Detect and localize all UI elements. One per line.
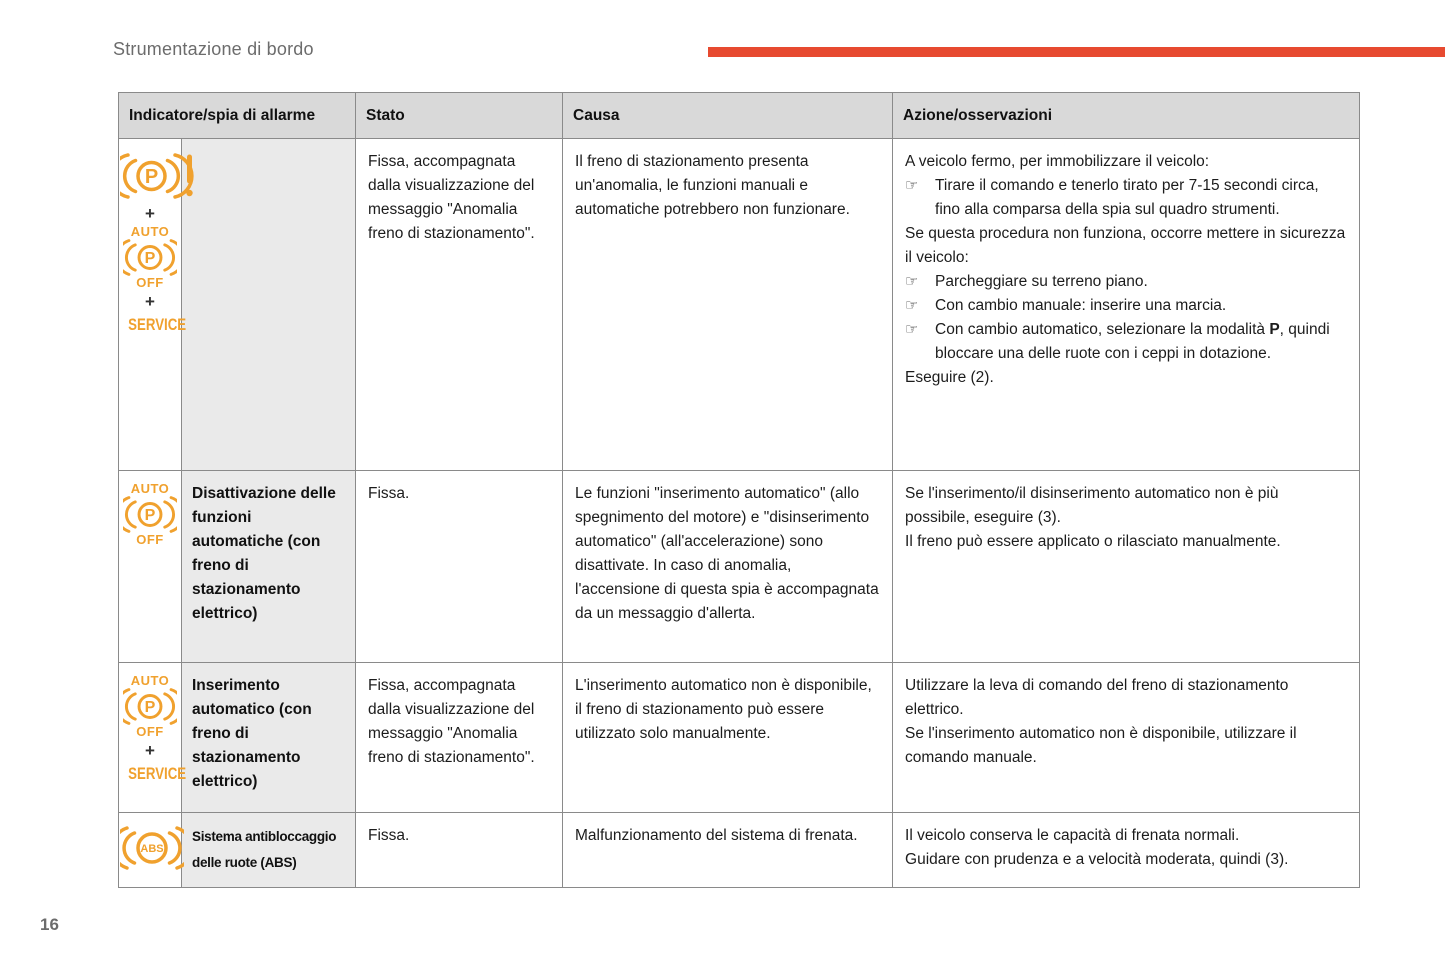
stato-cell: Fissa, accompagnata dalla visualizzazione del messaggio "Anomalia freno di stazionamento". [356,139,563,471]
page-number: 16 [40,915,59,934]
azione-cell [893,813,1360,888]
table-header-row [119,93,1360,139]
indicator-icon-cell [119,139,187,471]
stato-cell: Fissa. [356,813,563,888]
abs-warning-icon [120,824,184,872]
warning-lights-table [118,92,1360,888]
action-step-text: Tirare il comando e tenerlo tirato per 7-15 secondi circa, fino alla comparsa della spia sul quadro strumenti. [935,177,1319,218]
pointing-hand-bullet: ☞ [905,273,919,290]
service-icon: SERVICE [128,764,187,783]
svg-text:P: P [144,166,159,188]
action-step-text: Con cambio automatico, selezionare la modalità P, quindi bloccare una delle ruote con i ceppi in dotazione. [935,321,1330,362]
plus-separator: + [145,204,155,223]
azione-cell [893,139,1360,471]
action-text: Utilizzare la leva di comando del freno di stazionamento elettrico. [905,677,1289,718]
off-label: OFF [136,275,164,290]
action-step [905,174,1347,222]
action-text: Il freno può essere applicato o rilasciato manualmente. [905,533,1281,550]
page-title: Strumentazione di bordo [113,39,314,59]
warning-row-1 [119,139,1360,471]
indicator-icon-cell [119,813,182,888]
warning-row-3 [119,663,1360,813]
indicator-icon-cell [119,471,182,663]
auto-parking-brake-off-icon [120,225,180,290]
action-step [905,318,1347,366]
indicator-label-cell: Sistema antibloccaggio delle ruote (ABS) [182,813,356,888]
action-step-text: Con cambio manuale: inserire una marcia. [935,297,1227,314]
off-label: OFF [136,724,164,739]
indicator-label-cell [182,139,356,471]
azione-cell [893,471,1360,663]
col-header-causa: Causa [563,93,893,139]
causa-cell: Le funzioni "inserimento automatico" (allo spegnimento del motore) e "disinserimento automatico" (all'accelerazione) sono disattivate. In caso di anomalia, l'accensione di questa spia è accompagnata da un messaggio d'allerta. [563,471,893,663]
causa-cell: Il freno di stazionamento presenta un'anomalia, le funzioni manuali e automatiche potrebbero non funzionare. [563,139,893,471]
col-header-azione: Azione/osservazioni [893,93,1360,139]
parking-brake-icon [123,238,177,277]
action-text: A veicolo fermo, per immobilizzare il veicolo: [905,153,1210,170]
svg-text:ABS: ABS [140,843,164,855]
action-text: Eseguire (2). [905,369,994,386]
warning-row-4 [119,813,1360,888]
svg-text:P: P [144,697,156,716]
action-text: Se questa procedura non funziona, occorre mettere in sicurezza il veicolo: [905,225,1346,266]
action-text: Il veicolo conserva le capacità di frenata normali. [905,827,1240,844]
auto-label: AUTO [130,673,170,688]
plus-separator: + [145,292,155,311]
pointing-hand-bullet: ☞ [905,321,919,338]
action-step [905,294,1347,318]
azione-cell [893,663,1360,813]
stato-cell: Fissa. [356,471,563,663]
svg-text:P: P [144,505,156,524]
parking-brake-icon [123,687,177,726]
auto-parking-brake-off-icon [120,482,180,547]
off-label: OFF [136,532,164,547]
action-step-text: Parcheggiare su terreno piano. [935,273,1148,290]
col-header-indicator: Indicatore/spia di allarme [119,93,356,139]
col-header-stato: Stato [356,93,563,139]
plus-separator: + [145,741,155,760]
warning-row-2 [119,471,1360,663]
action-step [905,270,1347,294]
indicator-label-cell: Inserimento automatico (con freno di stazionamento elettrico) [182,663,356,813]
svg-text:P: P [144,248,156,267]
service-icon: SERVICE [128,315,187,334]
auto-label: AUTO [130,481,170,496]
auto-parking-brake-off-icon [120,674,180,739]
action-text: Se l'inserimento automatico non è disponibile, utilizzare il comando manuale. [905,725,1297,766]
header-accent-bar [708,47,1445,57]
parking-brake-icon [123,495,177,534]
pointing-hand-bullet: ☞ [905,177,919,194]
causa-cell: L'inserimento automatico non è disponibile, il freno di stazionamento può essere utilizzato solo manualmente. [563,663,893,813]
action-text: Se l'inserimento/il disinserimento automatico non è più possibile, eseguire (3). [905,485,1279,526]
stato-cell: Fissa, accompagnata dalla visualizzazione del messaggio "Anomalia freno di stazionamento". [356,663,563,813]
causa-cell: Malfunzionamento del sistema di frenata. [563,813,893,888]
action-text: Guidare con prudenza e a velocità moderata, quindi (3). [905,851,1289,868]
indicator-label-cell: Disattivazione delle funzioni automatiche (con freno di stazionamento elettrico) [182,471,356,663]
pointing-hand-bullet: ☞ [905,297,919,314]
auto-label: AUTO [130,224,170,239]
indicator-icon-cell [119,663,187,813]
